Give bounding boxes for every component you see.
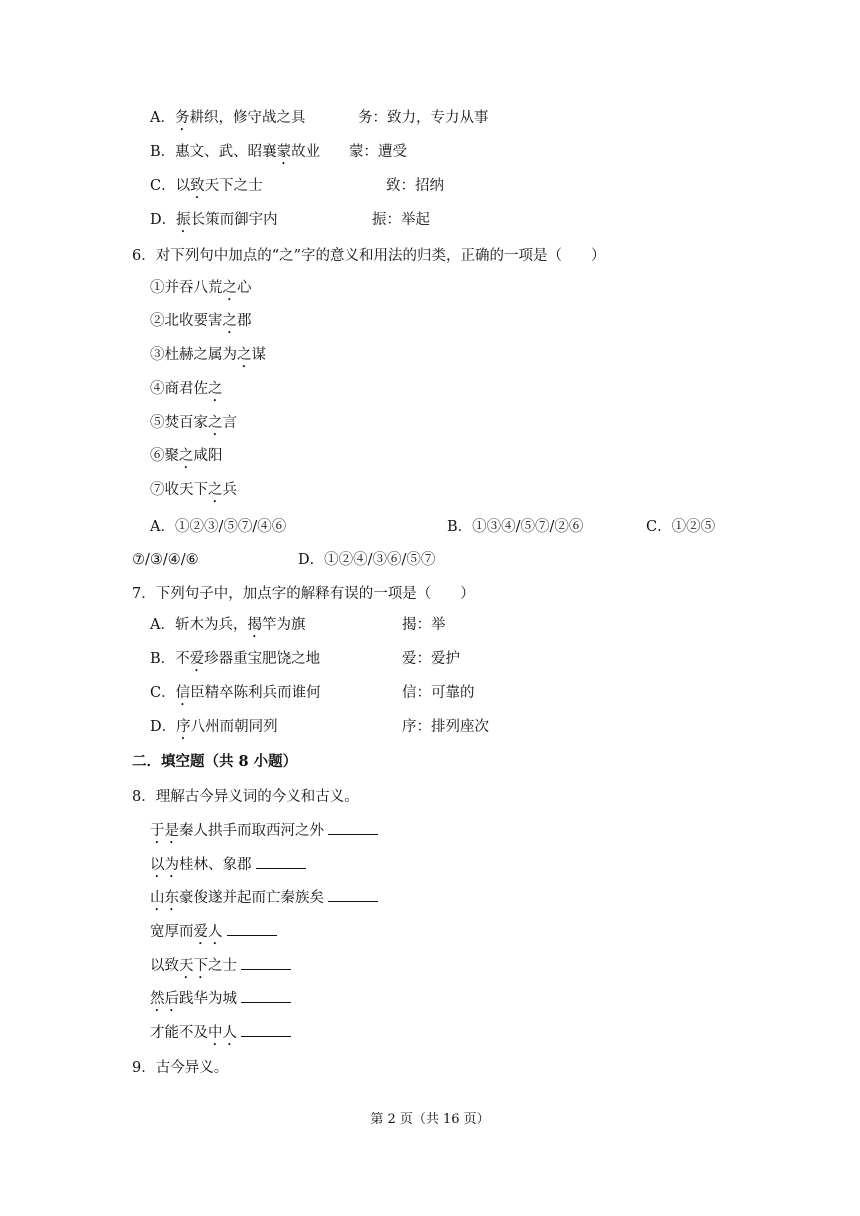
q5-option [150, 142, 320, 168]
text-segment: D． [150, 719, 177, 735]
answer-blank[interactable] [328, 887, 378, 902]
dotted-char: 揭 [247, 617, 262, 633]
text-segment: 天下之士 [204, 178, 263, 194]
answer-blank[interactable] [241, 988, 291, 1003]
text-segment: D． [150, 212, 177, 228]
text-segment: ⑥聚 [150, 448, 179, 464]
text-segment: 耕织，修守战之具 [189, 110, 306, 126]
q6-item [150, 413, 237, 439]
gloss: 致：招纳 [386, 178, 444, 194]
q6-item [150, 446, 223, 472]
answer-blank[interactable] [328, 820, 378, 835]
dotted-char: 然后 [150, 991, 179, 1007]
q8-item [150, 820, 378, 847]
answer-blank[interactable] [256, 854, 306, 869]
page-footer: 第 2 页（共 16 页） [370, 1112, 490, 1127]
text-segment: 践华为城 [179, 991, 237, 1007]
dotted-char: 振 [176, 212, 191, 228]
text-segment: 谋 [251, 347, 266, 363]
text-segment: 臣精卒陈利兵而谁何 [190, 685, 321, 701]
q8-item [150, 988, 291, 1015]
text-segment: C． [150, 685, 176, 701]
section-title: 二．填空题（共 8 小题） [132, 753, 298, 770]
dotted-char: 爱 [189, 651, 205, 667]
q7-option [150, 717, 278, 743]
dotted-char: 天下 [179, 958, 208, 974]
gloss: 爱：爱护 [402, 651, 460, 667]
q7-stem: 7．下列句子中，加点字的解释有误的一项是（ ） [132, 586, 475, 602]
dotted-char: 信 [175, 685, 191, 701]
answer-blank[interactable] [241, 1022, 291, 1037]
text-segment: ①并吞八荒 [150, 280, 223, 296]
gloss: 序：排列座次 [402, 719, 489, 735]
text-segment: 之士 [208, 958, 237, 974]
dotted-char: 之 [237, 347, 252, 363]
q7-option [150, 615, 305, 641]
text-segment: 故业 [291, 144, 321, 160]
dotted-char: 之 [179, 448, 194, 464]
gloss: 振：举起 [372, 212, 430, 228]
q6-item [150, 345, 266, 371]
text-segment: C．以 [150, 178, 191, 194]
text-segment: ③杜赫之属为 [150, 347, 237, 363]
dotted-char: 之 [208, 482, 223, 498]
q5-option [150, 210, 278, 236]
q6-item [150, 278, 252, 304]
q6-option-c: C．①②⑤ [646, 519, 716, 535]
text-segment: 秦人拱手而取西河之外 [179, 823, 324, 839]
dotted-char: 之 [222, 280, 237, 296]
q6-item [150, 311, 252, 337]
text-segment: 八州而朝同列 [190, 719, 278, 735]
q6-stem: 6．对下列句中加点的“之”字的意义和用法的归类，正确的一项是（ ） [132, 248, 606, 264]
dotted-char: 山东 [150, 890, 179, 906]
text-segment: ④商君佐 [150, 381, 208, 397]
answer-blank[interactable] [241, 955, 291, 970]
dotted-char: 致 [190, 178, 205, 194]
text-segment: 心 [237, 280, 252, 296]
q7-option [150, 649, 320, 675]
q6-option-b: B．①③④/⑤⑦/②⑥ [447, 519, 584, 535]
q8-item [150, 854, 306, 881]
gloss: 信：可靠的 [402, 685, 475, 701]
gloss: 揭：举 [402, 617, 446, 633]
q5-option [150, 176, 263, 202]
text-segment: 珍器重宝肥饶之地 [204, 651, 321, 667]
q8-item [150, 921, 277, 948]
text-segment: A．斩木为兵， [150, 617, 248, 633]
text-segment: 咸阳 [193, 448, 223, 464]
text-segment: 豪俊遂并起而亡秦族矣 [179, 890, 324, 906]
q6-option-c-cont: ⑦/③/④/⑥ [132, 552, 199, 568]
dotted-char: 之 [208, 381, 223, 397]
dotted-char: 序 [176, 719, 191, 735]
text-segment: 郡 [237, 313, 252, 329]
q8-item [150, 887, 378, 914]
q6-option-d: D．①②④/③⑥/⑤⑦ [298, 552, 436, 568]
q6-option-a: A．①②③/⑤⑦/④⑥ [150, 519, 287, 535]
dotted-char: 中人 [208, 1025, 237, 1041]
dotted-char: 以为 [150, 857, 179, 873]
text-segment: 才能不及 [150, 1025, 208, 1041]
dotted-char: 于是 [150, 823, 179, 839]
text-segment: ②北收要害 [150, 313, 223, 329]
text-segment: 兵 [222, 482, 237, 498]
q8-item [150, 955, 291, 982]
text-segment: B．不 [150, 651, 190, 667]
answer-blank[interactable] [227, 921, 277, 936]
text-segment: A． [150, 110, 175, 126]
q8-item [150, 1022, 291, 1049]
q7-option [150, 683, 321, 709]
q6-item [150, 480, 237, 506]
text-segment: 竿为旗 [261, 617, 306, 633]
dotted-char: 蒙 [276, 144, 292, 160]
gloss: 务：致力，专力从事 [358, 110, 489, 126]
q5-option [150, 108, 305, 134]
q6-item [150, 379, 223, 405]
dotted-char: 之 [222, 313, 237, 329]
dotted-char: 务 [174, 110, 190, 126]
text-segment: 桂林、象郡 [179, 857, 252, 873]
text-segment: ⑦收天下 [150, 482, 208, 498]
dotted-char: 爱人 [193, 924, 223, 940]
q9-stem: 9．古今异义。 [132, 1060, 229, 1076]
gloss: 蒙：遭受 [349, 144, 407, 160]
text-segment: ⑤焚百家 [150, 415, 208, 431]
q8-stem: 8．理解古今异义词的今义和古义。 [132, 789, 359, 805]
text-segment: 言 [222, 415, 237, 431]
text-segment: 以致 [150, 958, 179, 974]
text-segment: B．惠文、武、昭襄 [150, 144, 277, 160]
dotted-char: 之 [208, 415, 223, 431]
text-segment: 长策而御宇内 [190, 212, 278, 228]
text-segment: 宽厚而 [150, 924, 194, 940]
